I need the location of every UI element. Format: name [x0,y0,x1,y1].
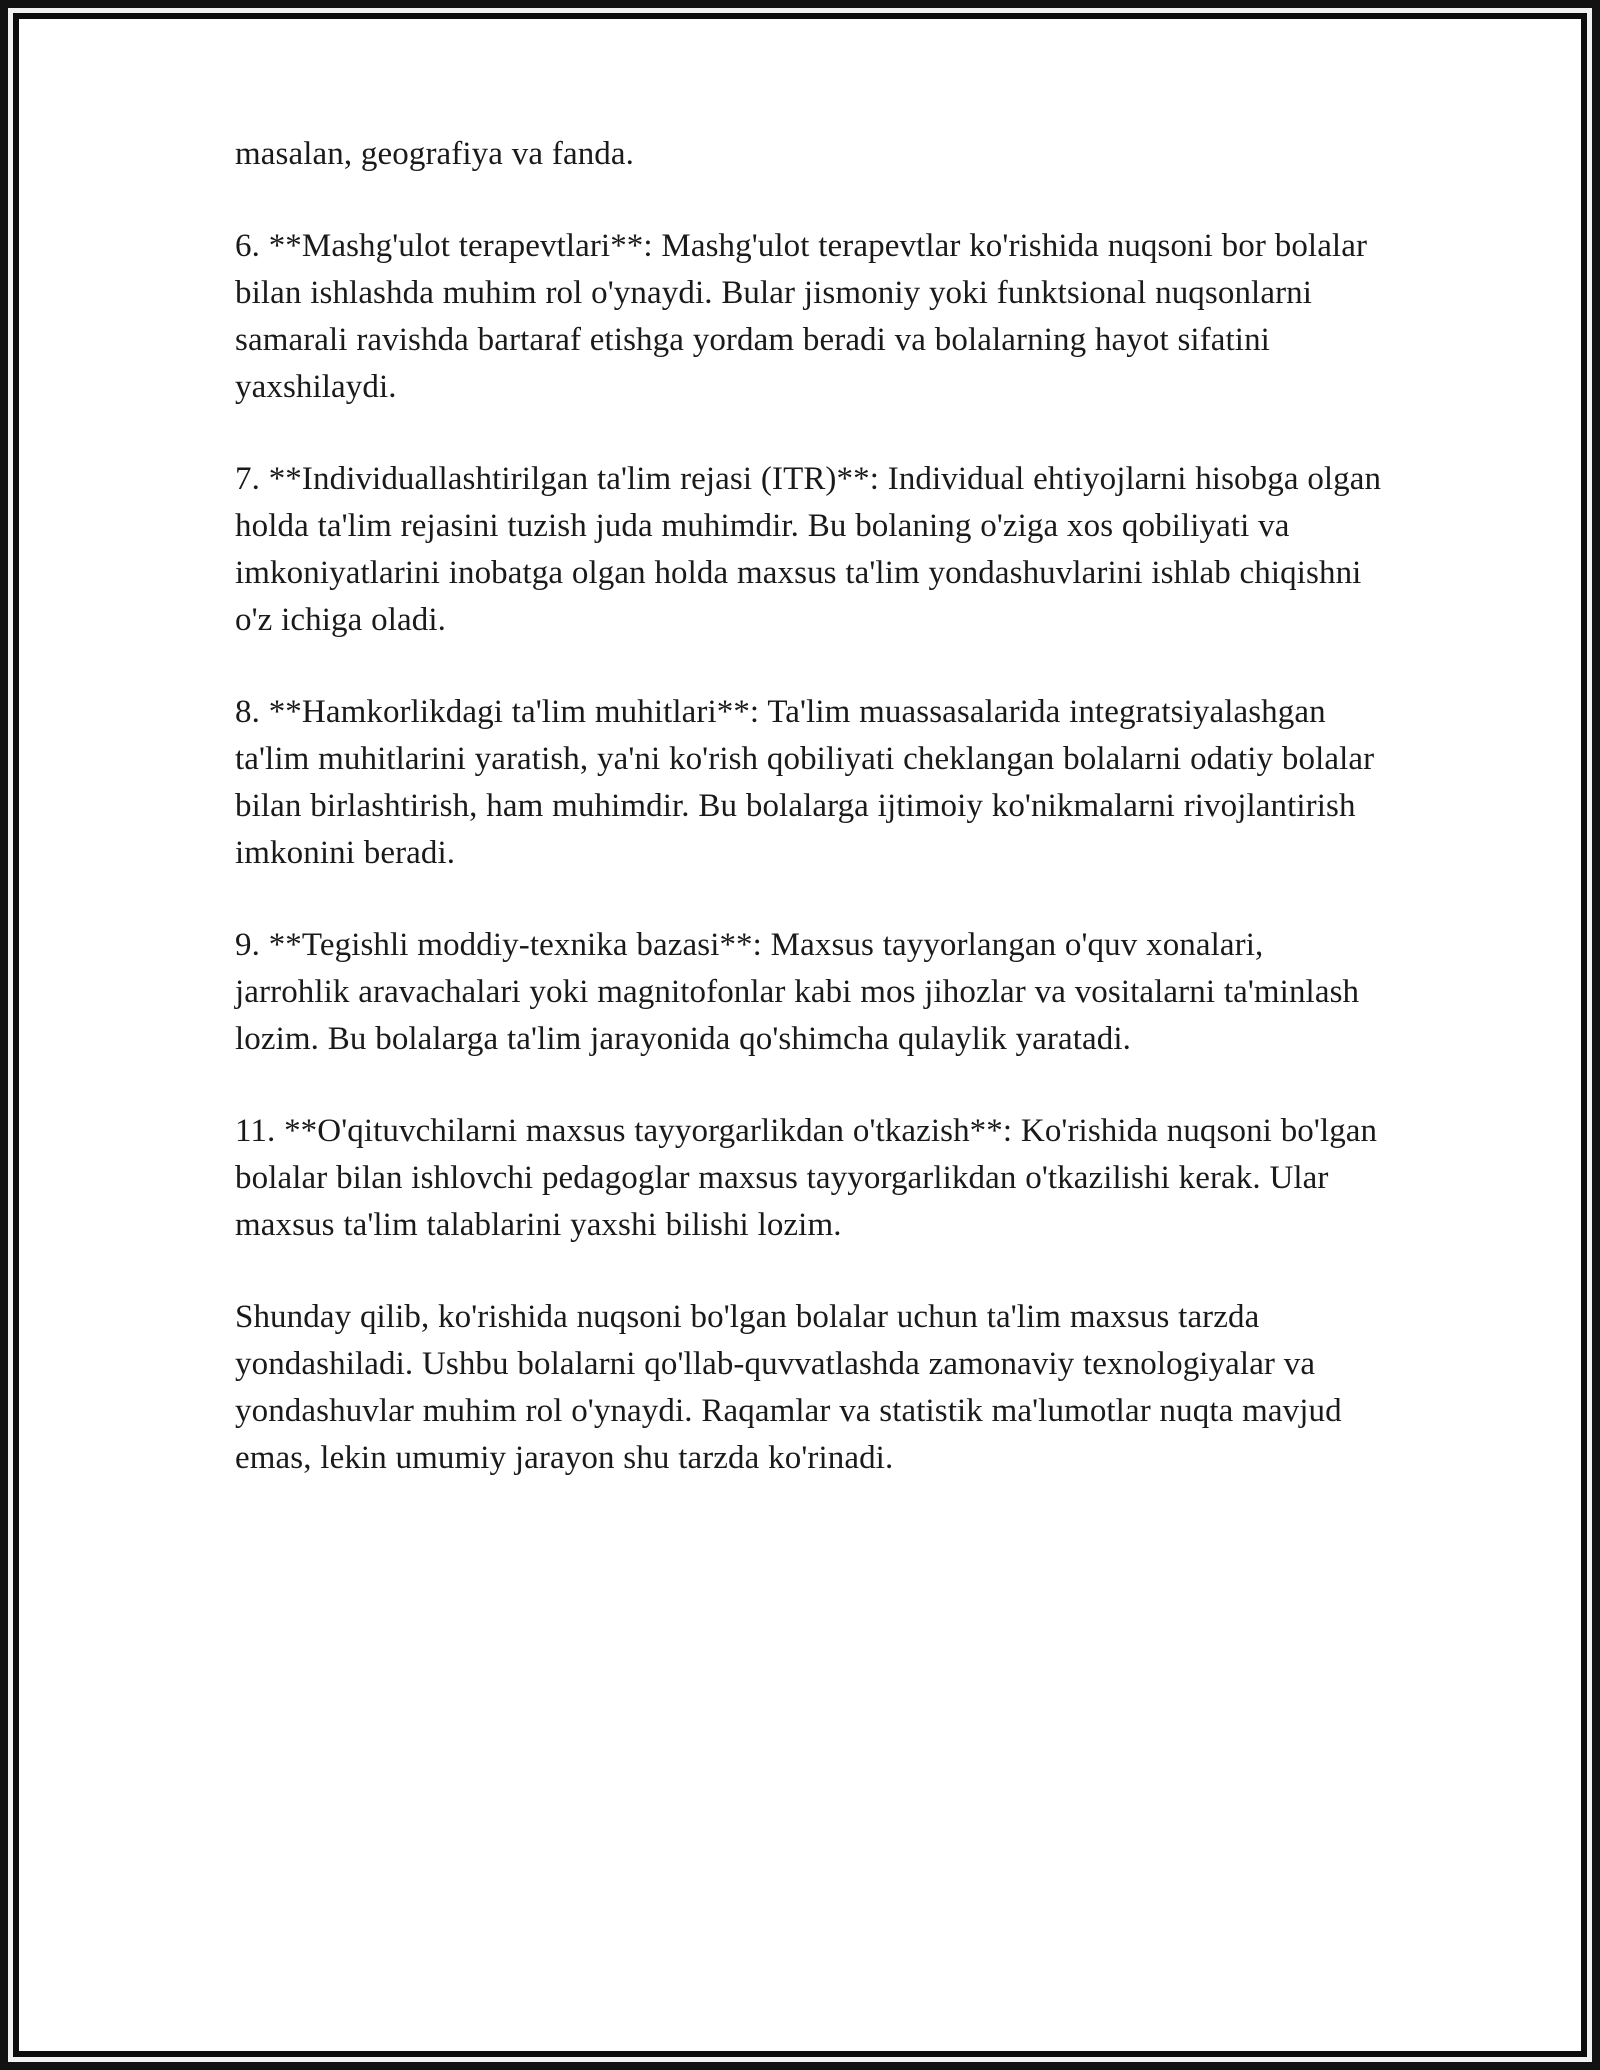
document-text-body [235,131,1385,1482]
paragraph-item-8-collaborative-learning-environments: 8. **Hamkorlikdagi ta'lim muhitlari**: Ta'lim muassasalarida integratsiyalashgan ta'lim muhitlarini yaratish, ya'ni ko'rish qobiliyati cheklangan bolalarni odatiy bolalar bilan birlashtirish, ham muhimdir. Bu bolalarga ijtimoiy ko'nikmalarni rivojlantirish imkonini beradi. [235,694,1375,871]
paragraph-conclusion: Shunday qilib, ko'rishida nuqsoni bo'lgan bolalar uchun ta'lim maxsus tarzda yondashiladi. Ushbu bolalarni qo'llab-quvvatlashda zamonaviy texnologiyalar va yondashuvlar muhim rol o'ynaydi. Raqamlar va statistik ma'lumotlar nuqta mavjud emas, lekin umumiy jarayon shu tarzda ko'rinadi. [235,1299,1342,1476]
paragraph-item-7-individual-education-plan: 7. **Individuallashtirilgan ta'lim rejasi (ITR)**: Individual ehtiyojlarni hisobga olgan holda ta'lim rejasini tuzish juda muhimdir. Bu bolaning o'ziga xos qobiliyati va imkoniyatlarini inobatga olgan holda maxsus ta'lim yondashuvlarini ishlab chiqishni o'z ichiga oladi. [235,461,1382,638]
paragraph-intro-fragment: masalan, geografiya va fanda. [235,136,634,172]
paragraph-item-11-teacher-special-training: 11. **O'qituvchilarni maxsus tayyorgarlikdan o'tkazish**: Ko'rishida nuqsoni bo'lgan bolalar bilan ishlovchi pedagoglar maxsus tayyorgarlikdan o'tkazilishi kerak. Ular maxsus ta'lim talablarini yaxshi bilishi lozim. [235,1113,1378,1243]
paragraph-item-6-occupational-therapists: 6. **Mashg'ulot terapevtlari**: Mashg'ulot terapevtlar ko'rishida nuqsoni bor bolalar bilan ishlashda muhim rol o'ynaydi. Bular jismoniy yoki funktsional nuqsonlarni samarali ravishda bartaraf etishga yordam beradi va bolalarning hayot sifatini yaxshilaydi. [235,228,1368,405]
document-sheet [19,19,1581,2051]
paragraph-item-9-material-technical-base: 9. **Tegishli moddiy-texnika bazasi**: Maxsus tayyorlangan o'quv xonalari, jarrohlik aravachalari yoki magnitofonlar kabi mos jihozlar va vositalarni ta'minlash lozim. Bu bolalarga ta'lim jarayonida qo'shimcha qulaylik yaratadi. [235,927,1360,1057]
